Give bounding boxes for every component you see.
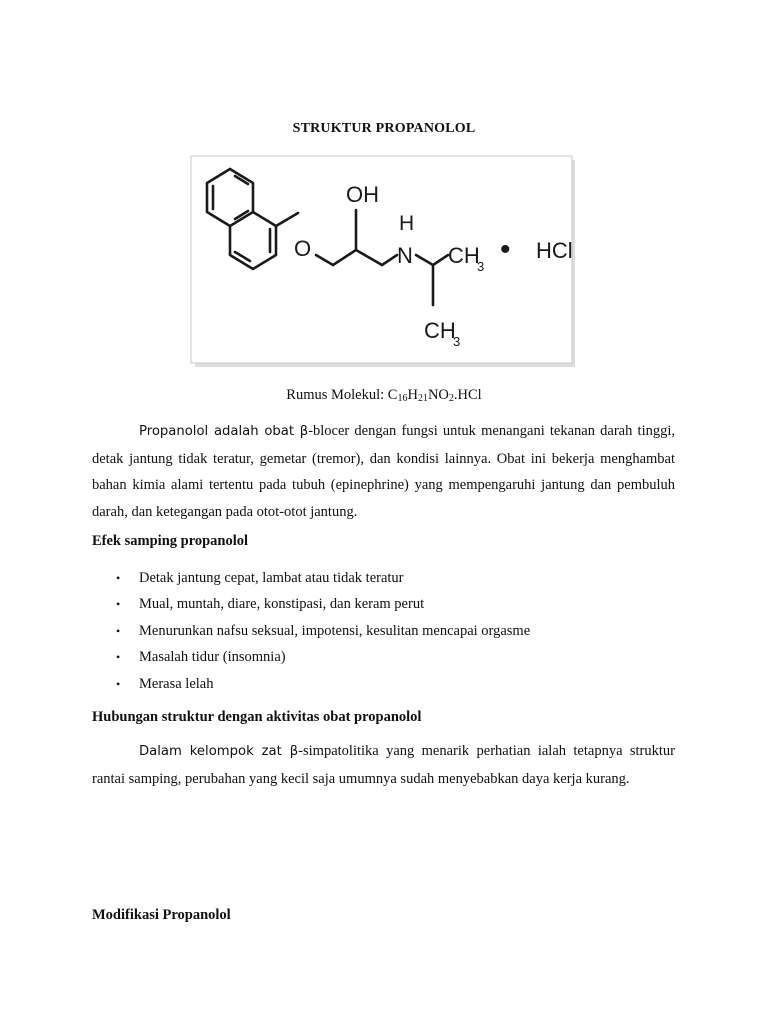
salt-dot: • (500, 233, 511, 266)
molecular-formula: Rumus Molekul: $C_{16}H_{21}NO_2.HCl$ (286, 387, 482, 404)
list-item: • Menurunkan nafsu seksual, impotensi, kesulitan mencapai orgasme (92, 618, 530, 644)
intro-paragraph: Propanolol adalah obat β-blocer dengan fungsi untuk menangani tekanan darah tinggi, detak jantung tidak teratur, gemetar (tremor), dan kondisi lainnya. Obat ini bekerja menghambat bahan kimia alami tertentu pada tubuh (epinephrine) yang mempengaruhi jantung dan pembuluh darah, dan ketegangan pada otot-otot jantung. (92, 423, 676, 520)
bullet-dot: • (116, 623, 121, 638)
bullet-dot: • (116, 571, 121, 585)
methyl-right-label: CH (448, 243, 480, 268)
propranolol-structure-image (190, 155, 578, 370)
list-item: • Mual, muntah, diare, konstipasi, dan keram perut (92, 591, 530, 617)
list-item: • Masalah tidur (insomnia) (92, 644, 530, 670)
hydroxyl-label: OH (346, 182, 379, 207)
methyl-right-subscript: 3 (477, 259, 485, 274)
sar-paragraph: Dalam kelompok zat β-simpatolitika yang menarik perhatian ialah tetapnya struktur rantai samping, perubahan yang kecil saja umumnya sudah menyebabkan daya kerja kurang. (92, 743, 675, 787)
oxygen-label: O (294, 236, 312, 261)
hcl-label: HCl (536, 238, 573, 263)
modification-heading: Modifikasi Propanolol (92, 907, 231, 923)
page-title: STRUKTUR PROPANOLOL (292, 121, 476, 136)
list-item: • Merasa lelah (92, 671, 530, 697)
bullet-dot: • (116, 676, 121, 691)
methyl-bottom-label: CH (424, 318, 456, 343)
sar-heading: Hubungan struktur dengan aktivitas obat propanolol (92, 709, 422, 725)
side-effects-list (92, 565, 530, 697)
list-item: • Detak jantung cepat, lambat atau tidak teratur (92, 565, 530, 591)
side-effects-heading: Efek samping propanolol (92, 533, 249, 549)
methyl-bottom-subscript: 3 (453, 334, 461, 349)
bullet-dot: • (116, 597, 121, 612)
bullet-dot: • (116, 650, 121, 665)
amine-hydrogen-label: H (399, 212, 415, 235)
nitrogen-label: N (397, 243, 413, 268)
